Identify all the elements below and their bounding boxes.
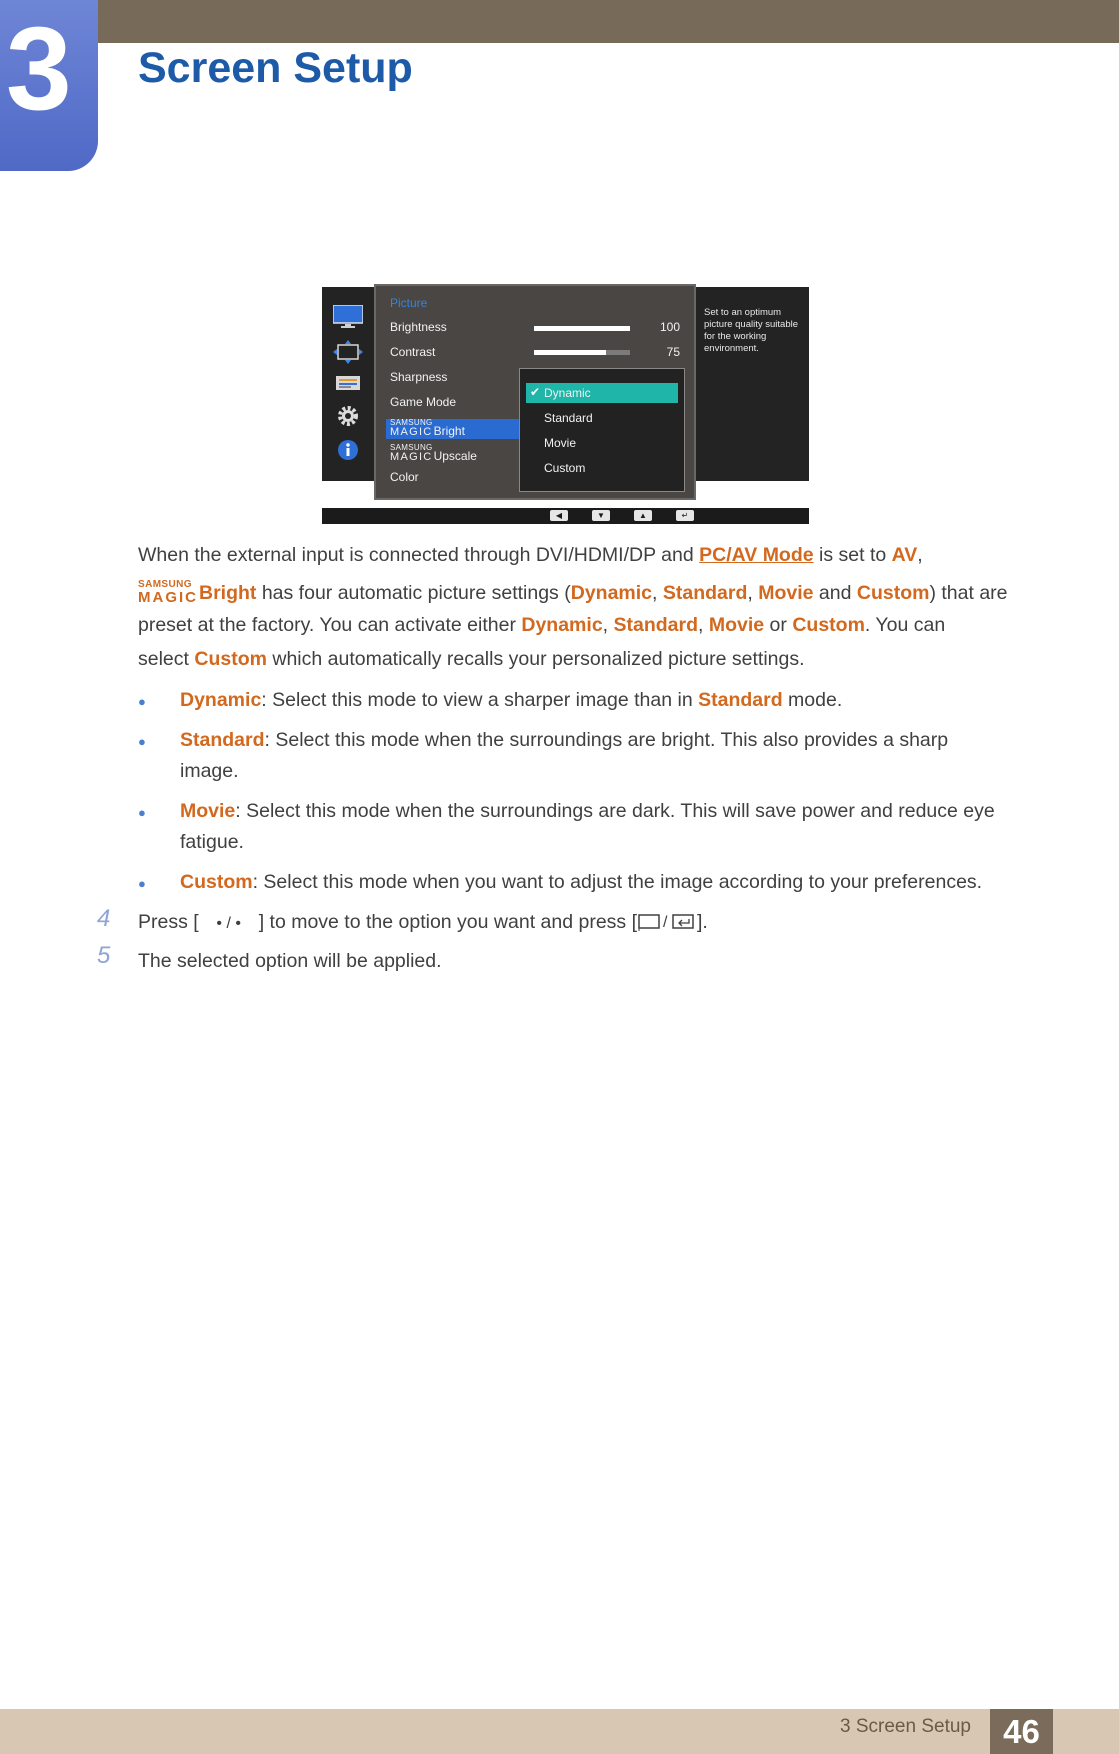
osd-item-brightness[interactable]: Brightness [390,320,447,334]
dropdown-option-dynamic[interactable]: Dynamic [544,386,591,400]
top-bar [0,0,1119,43]
page-title: Screen Setup [138,44,413,92]
dropdown-option-movie[interactable]: Movie [544,436,577,450]
contrast-slider[interactable] [534,350,630,355]
size-position-icon [333,340,363,364]
step-number: 5 [97,942,111,969]
bullet-standard-cont: image. [180,760,239,782]
check-icon: ✔ [530,385,541,399]
osd-item-magic-upscale[interactable] [390,444,477,463]
osd-item-magic-bright[interactable] [390,419,465,438]
footer-label: 3 Screen Setup [840,1716,971,1737]
up-arrow-icon[interactable]: ▲ [634,510,652,521]
contrast-value: 75 [666,345,680,359]
gear-icon [333,404,363,428]
brightness-slider-fill [534,326,630,331]
svg-text:/: / [663,914,668,931]
bullet-standard: Standard: Select this mode when the surroundings are bright. This also provides a sharp [180,729,949,751]
dropdown-option-standard[interactable]: Standard [544,411,593,425]
step-4-text: Press [ • / • ] to move to the option you want and press [ / ]. [138,911,708,937]
intro-line-4: select Custom which automatically recalls your personalized picture settings. [138,648,805,670]
picture-mode-dropdown [519,368,685,492]
osd-item-contrast[interactable]: Contrast [390,345,436,359]
osd-description: Set to an optimum picture quality suitable for the working environment. [696,287,809,481]
step-5-text: The selected option will be applied. [138,950,442,972]
intro-line-3: preset at the factory. You can activate either Dynamic, Standard, Movie or Custom. You can [138,614,946,636]
intro-line-2: SAMSUNG MAGIC Bright has four automatic picture settings (Dynamic, Standard, Movie and Custom) that are [138,579,1008,606]
chapter-number: 3 [6,3,72,135]
samsung-magic-logo: SAMSUNG MAGIC [390,418,433,438]
bullet-icon: ● [138,805,146,820]
bullet-movie-cont: fatigue. [180,831,244,853]
osd-item-game-mode[interactable]: Game Mode [390,395,457,409]
samsung-magic-logo: SAMSUNG MAGIC [138,579,198,606]
osd-item-magic-bright-label: Bright [433,424,465,438]
osd-section-title: Picture [390,296,428,310]
osd-picture-menu [374,284,696,500]
osd-nav-bar [322,508,809,524]
osd-item-magic-upscale-label: Upscale [433,449,477,463]
dropdown-option-custom[interactable]: Custom [544,461,586,475]
bullet-icon: ● [138,694,146,709]
monitor-icon [333,305,363,329]
page-number: 46 [990,1709,1053,1754]
bullet-icon: ● [138,876,146,891]
contrast-slider-fill [534,350,606,355]
info-icon [333,438,363,462]
step-number: 4 [97,905,111,932]
intro-line-1: When the external input is connected through DVI/HDMI/DP and PC/AV Mode is set to AV, [138,544,923,566]
brightness-slider[interactable] [534,326,630,331]
enter-key-icon [637,911,697,937]
left-arrow-icon[interactable]: ◀ [550,510,568,521]
bullet-icon: ● [138,734,146,749]
osd-icon-bar [322,287,374,481]
osd-item-color[interactable]: Color [390,470,419,484]
bullet-movie: Movie: Select this mode when the surroundings are dark. This will save power and reduce eye [180,800,995,822]
bullet-dynamic: Dynamic: Select this mode to view a sharper image than in Standard mode. [180,689,843,711]
brightness-value: 100 [659,320,680,334]
chapter-tab [0,0,98,171]
samsung-magic-logo: SAMSUNG MAGIC [390,443,433,463]
enter-icon[interactable]: ↵ [676,510,694,521]
osd-item-sharpness[interactable]: Sharpness [390,370,448,384]
setup-menu-icon [333,371,363,395]
bullet-custom: Custom: Select this mode when you want to adjust the image according to your preferences. [180,871,983,893]
down-arrow-icon[interactable]: ▼ [592,510,610,521]
up-down-key-icon: • / • [216,915,241,932]
pc-av-mode-link[interactable]: PC/AV Mode [699,544,814,566]
osd-menu [322,284,809,524]
